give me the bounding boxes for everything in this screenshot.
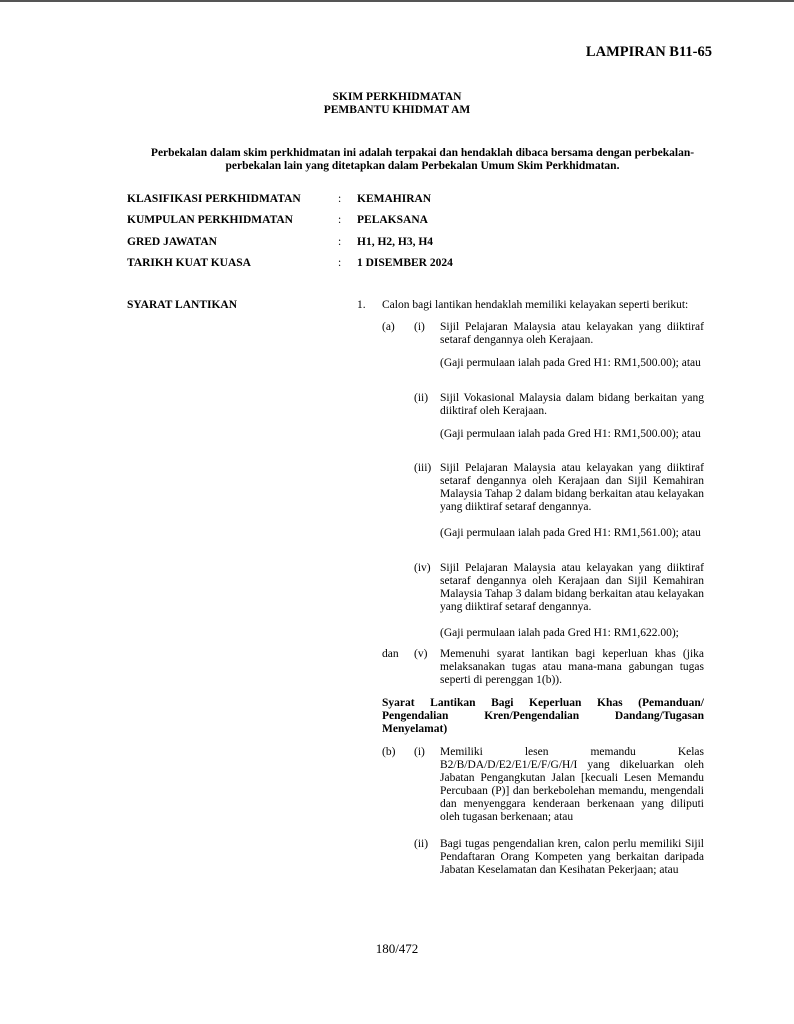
item-b-ii-text: Bagi tugas pengendalian kren, calon perlu memiliki Sijil Pendaftaran Orang Kompeten yang berkaitan daripada Jabatan Keselamatan dan Kesihatan Pekerjaan; atau [440,838,704,876]
page-number: 180/472 [375,941,419,956]
syarat-heading: SYARAT LANTIKAN [127,299,238,311]
info-value-klasifikasi: KEMAHIRAN [357,193,432,205]
item-a-i-gaji: (Gaji permulaan ialah pada Gred H1: RM1,500.00); atau [440,357,701,369]
khas-heading: Syarat Lantikan Bagi Keperluan Khas (Pemanduan/ Pengendalian Kren/Pengendalian Dandang/Tugasan Menyelamat) [382,697,704,735]
item-b-i-roman: (i) [414,746,425,758]
info-colon: : [338,257,342,269]
syarat-number: 1. [357,299,366,311]
item-a-ii-gaji: (Gaji permulaan ialah pada Gred H1: RM1,500.00); atau [440,428,701,440]
item-a-i-roman: (i) [414,321,425,333]
item-a-v-text: Memenuhi syarat lantikan bagi keperluan khas (jika melaksanakan tugas atau mana-mana gabungan tugas seperti di perenggan 1(b)). [440,648,704,686]
item-a-iv-gaji: (Gaji permulaan ialah pada Gred H1: RM1,622.00); [440,627,679,639]
lampiran-label: LAMPIRAN B11-65 [585,44,712,60]
info-colon: : [338,214,342,226]
item-a-ii-text: Sijil Vokasional Malaysia dalam bidang berkaitan yang diiktiraf oleh Kerajaan. [440,392,704,417]
info-label-tarikh: TARIKH KUAT KUASA [127,257,251,269]
item-b-i-text: Memiliki lesen memandu Kelas B2/B/DA/D/E2/E1/E/F/G/H/I yang dikeluarkan oleh Jabatan Pengangkutan Jalan [kecuali Lesen Memandu Percubaan (P)] dan berkebolehan memandu, mengendali dan menyenggara kenderaan berkenaan yang diliputi oleh tugasan berkenaan; atau [440,746,704,823]
info-colon: : [338,236,342,248]
item-b-ii-roman: (ii) [414,838,429,850]
top-border [0,0,794,2]
item-a-iv-roman: (iv) [414,562,431,574]
info-value-kumpulan: PELAKSANA [357,214,428,226]
info-label-klasifikasi: KLASIFIKASI PERKHIDMATAN [127,193,301,205]
title-line-1: SKIM PERKHIDMATAN [332,91,462,103]
item-a-iii-roman: (iii) [414,462,432,474]
item-a-ii-roman: (ii) [414,392,429,404]
item-a-iv-text: Sijil Pelajaran Malaysia atau kelayakan yang diiktiraf setaraf dengannya oleh Kerajaan dan Sijil Kemahiran Malaysia Tahap 3 dalam bidang berkaitan atau kelayakan yang diiktiraf setaraf dengannya. [440,562,704,613]
item-b-label: (b) [382,746,396,758]
info-value-tarikh: 1 DISEMBER 2024 [357,257,453,269]
item-a-v-roman: (v) [414,648,428,660]
info-colon: : [338,193,342,205]
dan-label: dan [382,648,399,660]
title-line-2: PEMBANTU KHIDMAT AM [323,104,471,116]
syarat-intro: Calon bagi lantikan hendaklah memiliki kelayakan seperti berikut: [382,299,689,311]
item-a-label: (a) [382,321,395,333]
item-a-i-text: Sijil Pelajaran Malaysia atau kelayakan yang diiktiraf setaraf dengannya oleh Kerajaan. [440,321,704,346]
info-label-gred: GRED JAWATAN [127,236,217,248]
item-a-iii-gaji: (Gaji permulaan ialah pada Gred H1: RM1,561.00); atau [440,527,701,539]
item-a-iii-text: Sijil Pelajaran Malaysia atau kelayakan yang diiktiraf setaraf dengannya oleh Kerajaan dan Sijil Kemahiran Malaysia Tahap 2 dalam bidang berkaitan atau kelayakan yang diiktiraf setaraf dengannya. [440,462,704,513]
info-label-kumpulan: KUMPULAN PERKHIDMATAN [127,214,293,226]
info-value-gred: H1, H2, H3, H4 [357,236,434,248]
intro-paragraph: Perbekalan dalam skim perkhidmatan ini adalah terpakai dan hendaklah dibaca bersama dengan perbekalan-perbekalan lain yang ditetapkan dalam Perbekalan Umum Skim Perkhidmatan. [150,147,695,172]
